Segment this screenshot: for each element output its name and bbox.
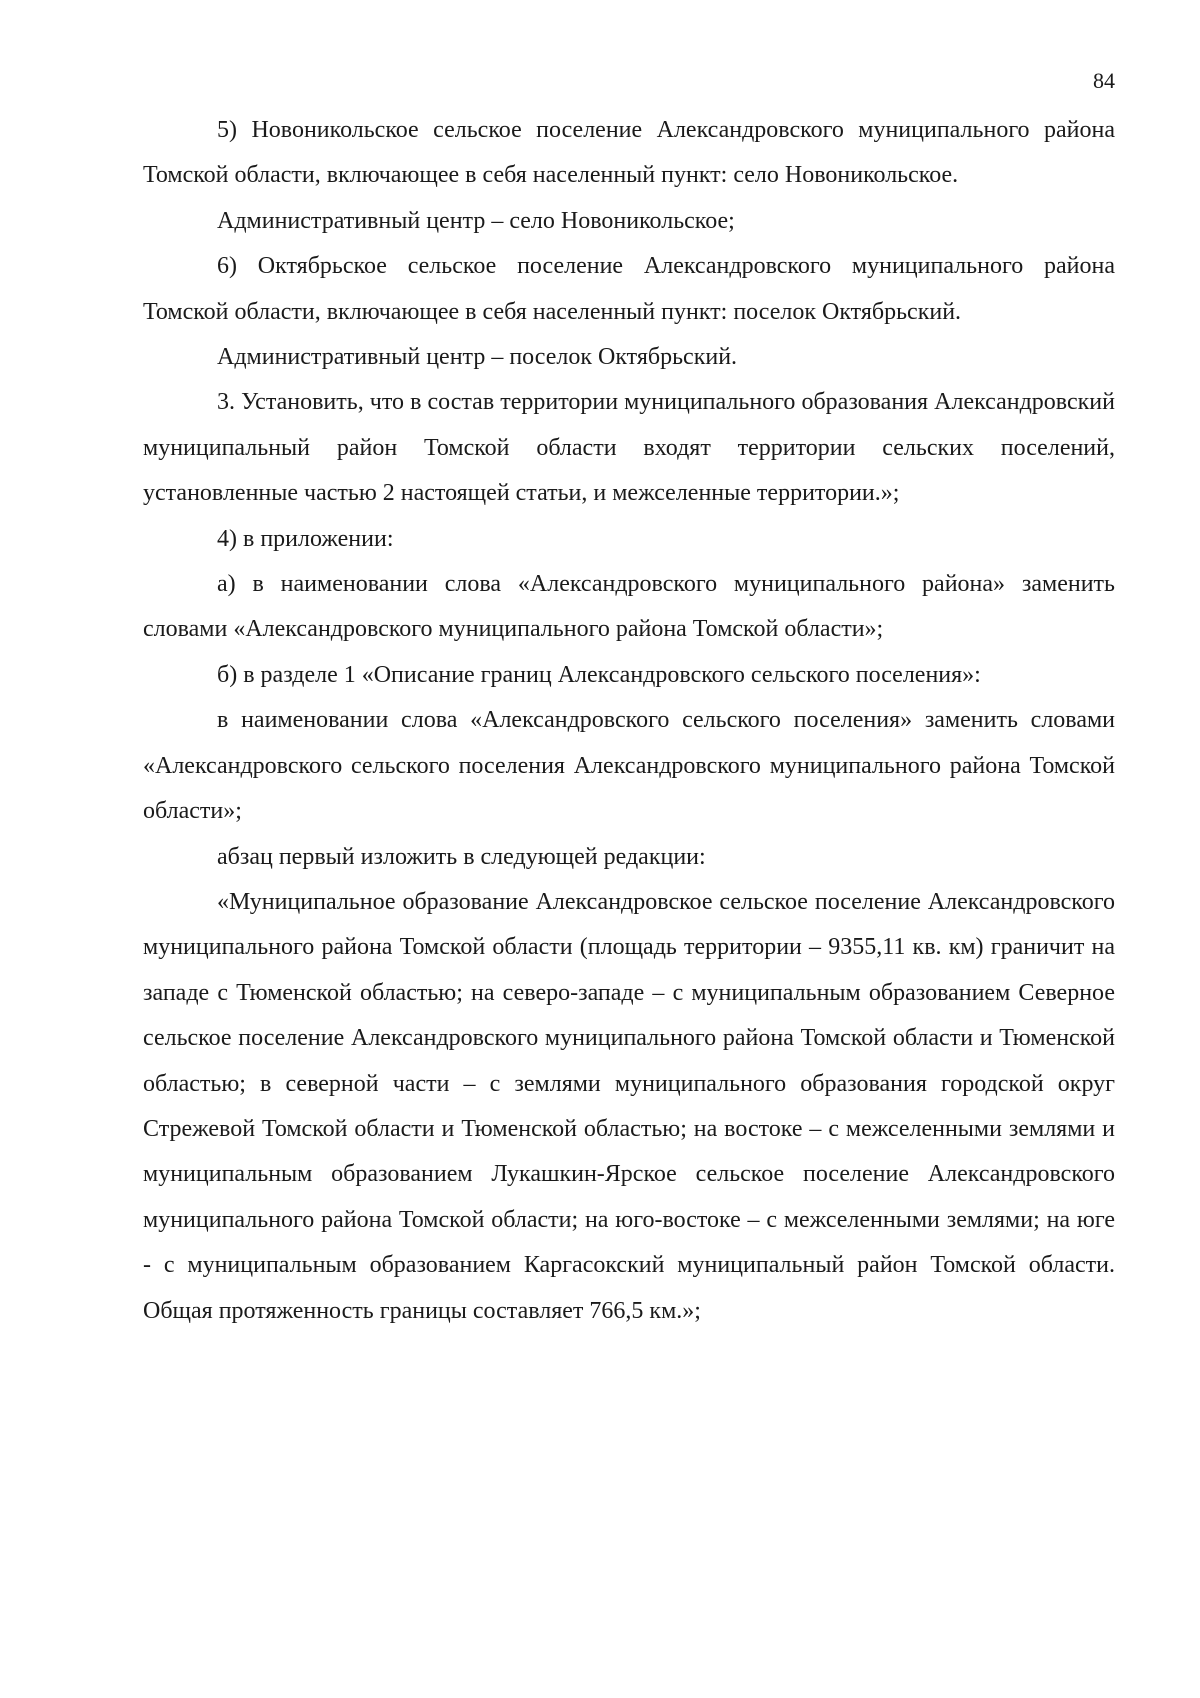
document-body [143,108,1115,1334]
paragraph-item-4-appendix: 4) в приложении: [217,525,394,552]
paragraph-item-3-territory: 3. Установить, что в состав территории муниципального образования Александровский муниципальный район Томской области входят территории сельских поселений, установленные частью 2 настоящей статьи, и межселенные территории.»; [143,389,1115,507]
paragraph-boundary-description: «Муниципальное образование Александровское сельское поселение Александровского муниципального района Томской области (площадь территории – 9355,11 кв. км) граничит на западе с Тюменской областью; на северо-западе – с муниципальным образованием Северное сельское поселение Александровского муниципального района Томской области и Тюменской областью; в северной части – с землями муниципального образования городской округ Стрежевой Томской области и Тюменской областью; на востоке – с межселенными землями и муниципальным образованием Лукашкин-Ярское сельское поселение Александровского муниципального района Томской области; на юго-востоке – с межселенными землями; на юге - с муниципальным образованием Каргасокский муниципальный район Томской области. Общая протяженность границы составляет 766,5 км.»; [143,888,1115,1324]
paragraph-subitem-b: б) в разделе 1 «Описание границ Александровского сельского поселения»: [217,661,981,688]
paragraph-name-replacement: в наименовании слова «Александровского сельского поселения» заменить словами «Александровского сельского поселения Александровского муниципального района Томской области»; [143,707,1115,825]
paragraph-item-5-novonikolskoe: 5) Новоникольское сельское поселение Александровского муниципального района Томской области, включающее в себя населенный пункт: село Новоникольское. [143,117,1115,189]
paragraph-admin-center-novonikolskoe: Административный центр – село Новоникольское; [217,207,735,234]
page-number: 84 [1093,68,1115,93]
paragraph-first-abzac: абзац первый изложить в следующей редакции: [217,843,706,870]
paragraph-subitem-a: а) в наименовании слова «Александровского муниципального района» заменить словами «Александровского муниципального района Томской области»; [143,571,1115,643]
paragraph-admin-center-oktyabrsky: Административный центр – поселок Октябрьский. [217,344,738,371]
paragraph-item-6-oktyabrskoe: 6) Октябрьское сельское поселение Александровского муниципального района Томской области, включающее в себя населенный пункт: поселок Октябрьский. [143,253,1115,325]
